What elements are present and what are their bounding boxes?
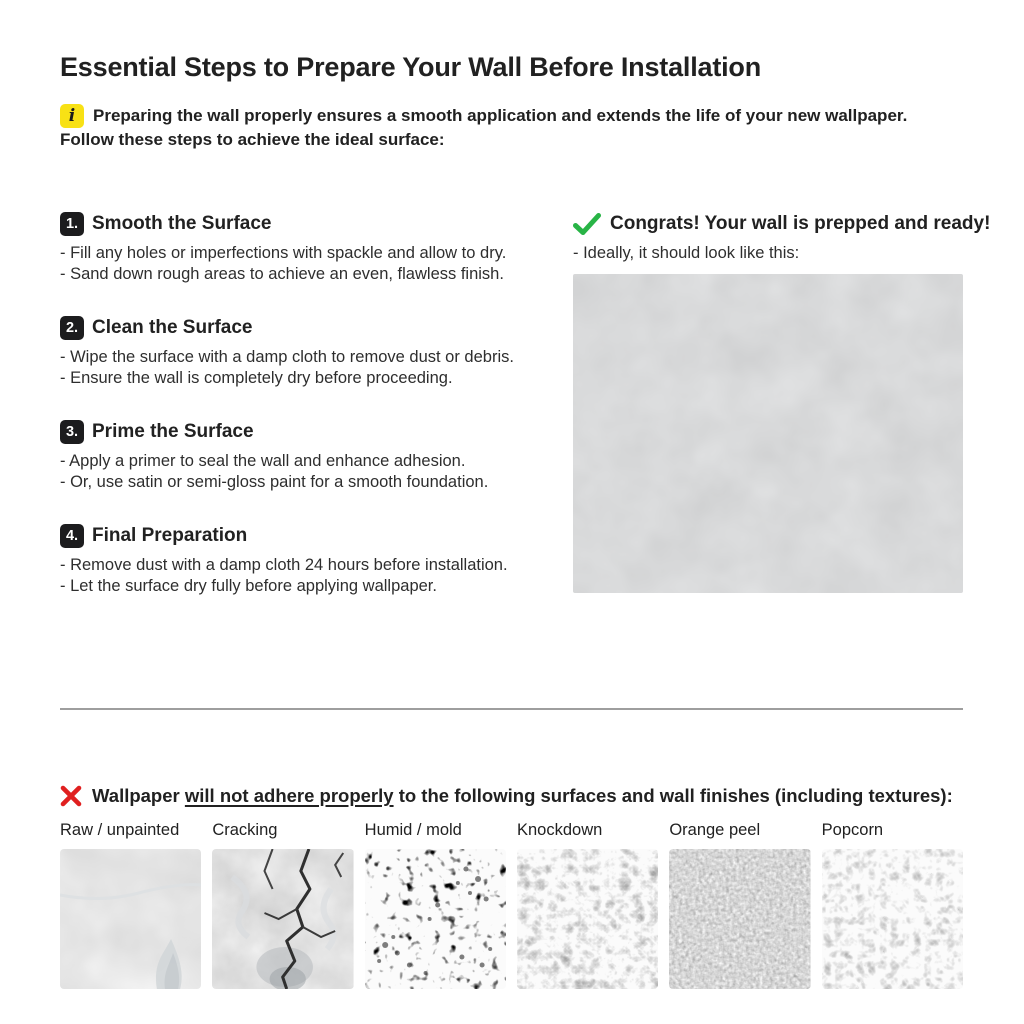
intro-paragraph	[60, 104, 963, 152]
step-bullet: - Remove dust with a damp cloth 24 hours before installation.	[60, 556, 508, 574]
warning-emphasis: will not adhere properly	[184, 785, 394, 806]
step-title: Final Preparation	[92, 525, 248, 546]
step-bullet: - Or, use satin or semi-gloss paint for a smooth foundation.	[60, 472, 489, 491]
texture-label: Cracking	[212, 821, 278, 839]
step-number-badge: 1.	[60, 212, 84, 236]
x-icon	[60, 785, 82, 807]
texture-label: Orange peel	[669, 821, 761, 839]
warning-suffix: to the following surfaces and wall finishes (including textures):	[393, 785, 953, 806]
result-title: Congrats! Your wall is prepped and ready!	[610, 213, 991, 234]
step-title: Smooth the Surface	[92, 213, 272, 234]
result-subtitle: - Ideally, it should look like this:	[573, 244, 800, 262]
info-icon: i	[60, 104, 84, 128]
step-number-badge: 3.	[60, 420, 84, 444]
content-columns	[60, 212, 991, 628]
step-bullet: - Sand down rough areas to achieve an even, flawless finish.	[60, 264, 504, 283]
step-bullet: - Apply a primer to seal the wall and enhance adhesion.	[60, 452, 466, 470]
texture-image-orange-peel	[669, 849, 810, 989]
section-divider	[60, 708, 963, 710]
texture-image-popcorn	[822, 849, 963, 989]
texture-label: Knockdown	[516, 821, 603, 839]
step-item-3	[60, 420, 573, 492]
prepped-wall-image	[573, 274, 963, 593]
texture-cell-popcorn	[822, 820, 963, 989]
step-item-2	[60, 316, 573, 388]
texture-label: Humid / mold	[364, 821, 462, 839]
step-item-1	[60, 212, 573, 284]
step-title: Clean the Surface	[92, 317, 253, 338]
intro-text-line2: Follow these steps to achieve the ideal surface:	[60, 130, 445, 149]
step-title: Prime the Surface	[92, 421, 254, 442]
texture-cell-knockdown	[517, 820, 658, 989]
texture-label: Raw / unpainted	[60, 821, 180, 839]
steps-column	[60, 212, 573, 628]
step-bullet: - Ensure the wall is completely dry before proceeding.	[60, 368, 453, 387]
texture-image-humid-mold	[365, 849, 506, 989]
page-title: Essential Steps to Prepare Your Wall Before Installation	[60, 52, 761, 82]
texture-image-raw-unpainted	[60, 849, 201, 989]
intro-text-line1: Preparing the wall properly ensures a smooth application and extends the life of your new wallpaper.	[93, 106, 908, 125]
texture-cell-humid-mold	[365, 820, 506, 989]
result-column	[573, 212, 990, 628]
texture-cell-raw-unpainted	[60, 820, 201, 989]
texture-cell-cracking	[212, 820, 353, 989]
texture-cell-orange-peel	[669, 820, 810, 989]
texture-label: Popcorn	[821, 821, 884, 839]
step-number-badge: 4.	[60, 524, 84, 548]
warning-prefix: Wallpaper	[92, 785, 185, 806]
texture-image-cracking	[212, 849, 353, 989]
texture-image-knockdown	[517, 849, 658, 989]
bad-surfaces-grid	[60, 820, 963, 989]
step-item-4	[60, 524, 573, 596]
step-bullet: - Wipe the surface with a damp cloth to remove dust or debris.	[60, 348, 514, 366]
check-icon	[573, 213, 601, 235]
step-bullet: - Let the surface dry fully before applying wallpaper.	[60, 576, 437, 595]
warning-line	[60, 784, 963, 808]
step-number-badge: 2.	[60, 316, 84, 340]
step-bullet: - Fill any holes or imperfections with spackle and allow to dry.	[60, 244, 507, 262]
